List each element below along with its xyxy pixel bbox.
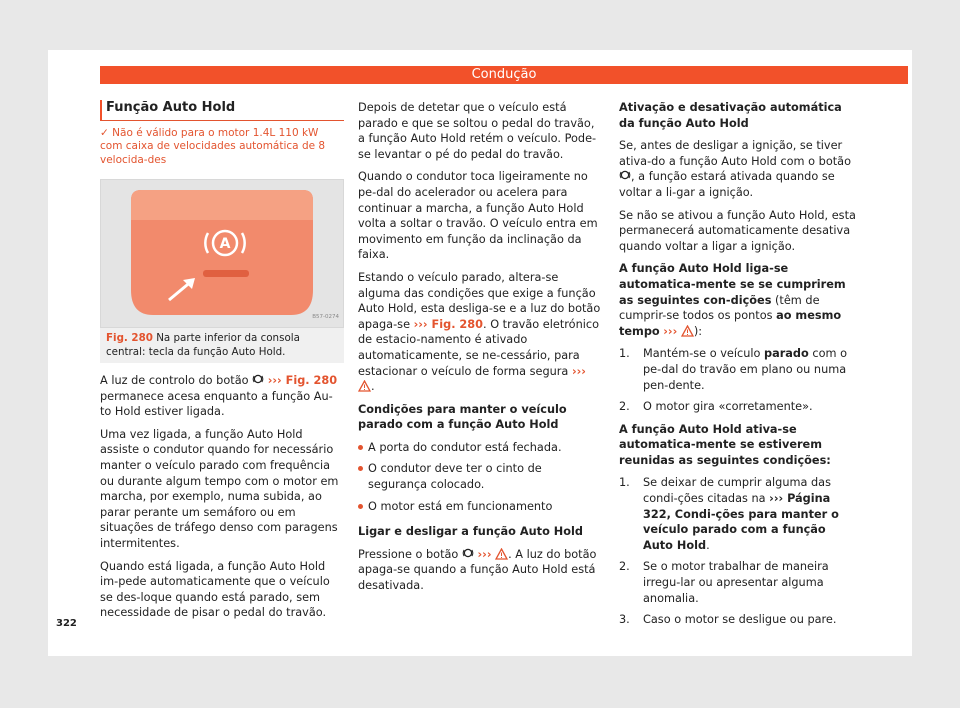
figure-caption xyxy=(100,328,344,363)
ordered-list xyxy=(619,475,859,627)
page-reference[interactable]: ››› Página 322, Condi-ções para manter o veículo parado com a função Auto Hold xyxy=(643,492,839,552)
auto-hold-button-illustration xyxy=(101,180,343,327)
paragraph: A luz de controlo do botão ››› Fig. 280 permanece acesa enquanto a função Au-to Hold estiver ligada. xyxy=(100,374,338,419)
auto-hold-icon xyxy=(619,169,631,181)
warning-triangle-icon[interactable] xyxy=(358,380,371,392)
warning-triangle-icon[interactable] xyxy=(681,325,694,337)
figure-280 xyxy=(100,179,344,328)
auto-hold-icon xyxy=(462,547,474,559)
paragraph: Depois de detetar que o veículo está parado e que se soltou o pedal do travão, a função Auto Hold retém o veículo. Pode-se levantar o pé do pedal do travão. xyxy=(358,101,597,161)
list-item: A porta do condutor está fechada. xyxy=(358,440,602,456)
paragraph: Se não se ativou a função Auto Hold, esta permanecerá automaticamente desativa quando voltar a ligar a ignição. xyxy=(619,208,856,253)
ordered-list xyxy=(619,346,859,414)
figure-code: B57-0274 xyxy=(312,313,339,320)
paragraph: Pressione o botão ››› . A luz do botão apaga-se quando a função Auto Hold está desativada. xyxy=(358,547,597,593)
paragraph: Quando está ligada, a função Auto Hold im-pede automaticamente que o veículo se des-loque quando está parado, sem necessidade de pisar o pedal do travão. xyxy=(100,559,330,620)
manual-page xyxy=(48,50,912,656)
page-number: 322 xyxy=(56,618,77,629)
svg-text:A: A xyxy=(219,236,231,253)
auto-hold-icon xyxy=(252,373,264,385)
paragraph: Quando o condutor toca ligeiramente no pe-dal do acelerador ou acelera para continuar a marcha, a função Auto Hold volta a soltar o travão. O veículo entra em movimento em função da inclinação da faixa. xyxy=(358,170,598,262)
list-item: 1. Mantém-se o veículo parado com o pe-dal do travão em plano ou numa pen-dente. xyxy=(619,347,848,392)
applicability-note: ✓ Não é válido para o motor 1.4L 110 kW com caixa de velocidades automática de 8 velocida-des xyxy=(100,126,326,166)
subheading: Ligar e desligar a função Auto Hold xyxy=(358,525,583,539)
subheading: A função Auto Hold ativa-se automatica-mente se estiverem reunidas as seguintes condições: xyxy=(619,422,831,467)
list-item: O condutor deve ter o cinto de segurança colocado. xyxy=(358,461,602,492)
column-2 xyxy=(358,100,602,601)
list-item: 1. Se deixar de cumprir alguma das condi-ções citadas na ››› Página 322, Condi-ções para manter o veículo parado com a função Auto Hold. xyxy=(619,476,839,552)
caption-number: Fig. 280 xyxy=(106,332,153,345)
paragraph: Se, antes de desligar a ignição, se tiver ativa-do a função Auto Hold com o botão , a função estará ativada quando se voltar a li-gar a ignição. xyxy=(619,139,851,199)
section-title: Função Auto Hold xyxy=(100,100,344,121)
figure-reference[interactable]: ››› Fig. 280 xyxy=(267,374,338,388)
column-1 xyxy=(100,100,344,628)
list-item: 2. O motor gira «corretamente». xyxy=(619,400,813,414)
subheading: Ativação e desativação automática da função Auto Hold xyxy=(619,101,842,130)
paragraph: Uma vez ligada, a função Auto Hold assiste o condutor quando for necessário manter o veículo parado com frequência ou durante algum tempo com o motor em marcha, por exemplo, numa subida, ao parar perante um semáforo ou em situações de tráfego denso com paragens intermitentes. xyxy=(100,427,339,551)
figure-reference[interactable]: ››› Fig. 280 xyxy=(413,317,484,331)
chapter-header: Condução xyxy=(100,66,908,84)
list-item: 2. Se o motor trabalhar de maneira irregu-lar ou apresentar alguma anomalia. xyxy=(619,560,829,605)
subheading: Condições para manter o veículo parado com a função Auto Hold xyxy=(358,402,567,432)
caption-text: Na parte inferior da consola central: tecla da função Auto Hold. xyxy=(106,332,300,358)
paragraph: Estando o veículo parado, altera-se alguma das condições que exige a função Auto Hold, esta desliga-se e a luz do botão apaga-se ››› Fig. 280. O travão eletrónico de estacio-namento é ativado automaticamente, se ne-cessário, para estacionar o veículo de forma segura ››› . xyxy=(358,270,601,394)
check-icon: ✓ xyxy=(100,126,109,139)
warning-triangle-icon[interactable] xyxy=(495,548,508,560)
list-item: O motor está em funcionamento xyxy=(358,499,602,515)
paragraph: A função Auto Hold liga-se automatica-mente se se cumprirem as seguintes con-dições (têm de cumprir-se todos os pontos ao mesmo tempo ››› ): xyxy=(619,262,846,338)
column-3 xyxy=(619,100,859,635)
list-item: 3. Caso o motor se desligue ou pare. xyxy=(619,613,837,627)
